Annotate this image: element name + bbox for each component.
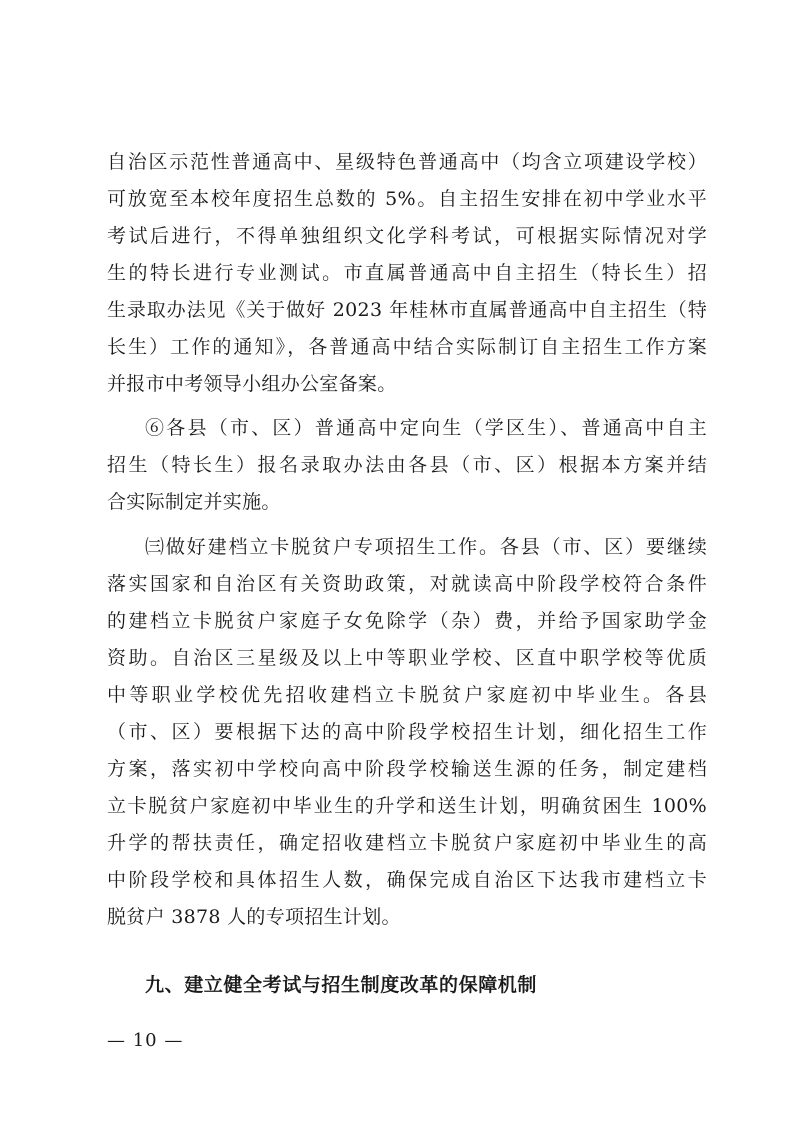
page-number: — 10 — (107, 1030, 184, 1051)
paragraph-3-line-1: ㈢做好建档立卡脱贫户专项招生工作。各县（市、区）要继续 (145, 536, 707, 558)
paragraph-1-line-4: 生的特长进行专业测试。市直属普通高中自主招生（特长生）招 (107, 262, 707, 284)
paragraph-2-line-3: 合实际制定并实施。 (107, 491, 281, 513)
paragraph-1-line-5: 生录取办法见《关于做好 2023 年桂林市直属普通高中自主招生（特 (107, 299, 707, 321)
paragraph-3-line-10: 中阶段学校和具体招生人数，确保完成自治区下达我市建档立卡 (107, 869, 707, 891)
paragraph-1-line-1: 自治区示范性普通高中、星级特色普通高中（均含立项建设学校） (107, 151, 707, 173)
paragraph-3-line-7: 方案，落实初中学校向高中阶段学校输送生源的任务，制定建档 (107, 758, 707, 780)
paragraph-1-line-2: 可放宽至本校年度招生总数的 5%。自主招生安排在初中学业水平 (107, 188, 707, 210)
paragraph-1-line-7: 并报市中考领导小组办公室备案。 (107, 373, 397, 395)
section-heading: 九、建立健全考试与招生制度改革的保障机制 (145, 974, 538, 996)
paragraph-3-line-8: 立卡脱贫户家庭初中毕业生的升学和送生计划，明确贫困生 100% (107, 795, 707, 817)
paragraph-3-line-11: 脱贫户 3878 人的专项招生计划。 (107, 906, 401, 928)
paragraph-1-line-3: 考试后进行，不得单独组织文化学科考试，可根据实际情况对学 (107, 225, 707, 247)
paragraph-3-line-2: 落实国家和自治区有关资助政策，对就读高中阶段学校符合条件 (107, 573, 707, 595)
paragraph-3-line-3: 的建档立卡脱贫户家庭子女免除学（杂）费，并给予国家助学金 (107, 610, 707, 632)
paragraph-1-line-6: 长生）工作的通知》，各普通高中结合实际制订自主招生工作方案 (107, 336, 707, 358)
paragraph-2-line-1: ⑥各县（市、区）普通高中定向生（学区生）、普通高中自主 (145, 417, 707, 439)
paragraph-3-line-4: 资助。自治区三星级及以上中等职业学校、区直中职学校等优质 (107, 647, 707, 669)
paragraph-2-line-2: 招生（特长生）报名录取办法由各县（市、区）根据本方案并结 (107, 454, 707, 476)
paragraph-3-line-5: 中等职业学校优先招收建档立卡脱贫户家庭初中毕业生。各县 (107, 684, 707, 706)
paragraph-3-line-6: （市、区）要根据下达的高中阶段学校招生计划，细化招生工作 (107, 721, 707, 743)
paragraph-3-line-9: 升学的帮扶责任，确定招收建档立卡脱贫户家庭初中毕业生的高 (107, 832, 707, 854)
